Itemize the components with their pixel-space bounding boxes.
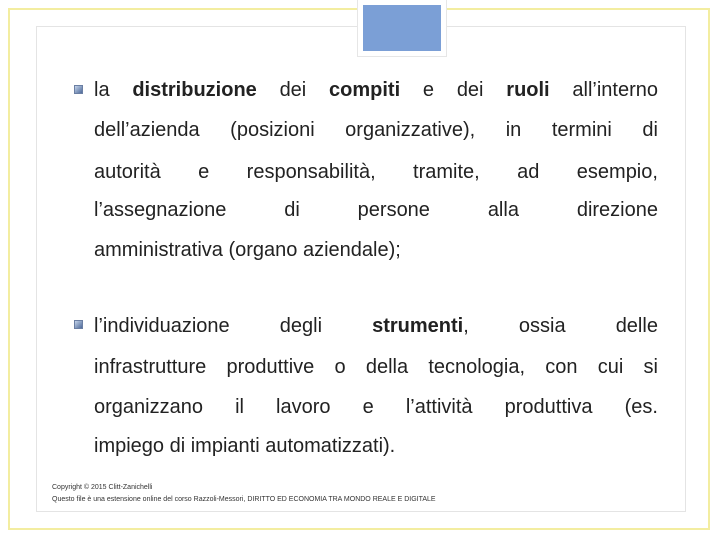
word: responsabilità, bbox=[246, 161, 376, 183]
word-group bbox=[276, 395, 330, 419]
word: e bbox=[422, 79, 435, 101]
word-group bbox=[577, 160, 658, 184]
word-group bbox=[506, 118, 522, 142]
word-group bbox=[335, 355, 346, 379]
word: ruoli bbox=[506, 79, 550, 101]
word-group bbox=[598, 355, 624, 379]
word-group bbox=[616, 314, 658, 338]
word-group bbox=[94, 355, 206, 379]
word: distribuzione bbox=[132, 79, 257, 101]
word: ossia bbox=[518, 315, 566, 337]
word: ad bbox=[517, 161, 540, 183]
word: alla bbox=[487, 199, 519, 221]
word-group bbox=[235, 395, 244, 419]
word-group bbox=[423, 78, 434, 102]
bullet-2-line bbox=[94, 355, 658, 379]
bullet-1-line bbox=[94, 238, 658, 262]
word: cui bbox=[597, 356, 624, 378]
word: il bbox=[235, 396, 244, 418]
bullet-1-line bbox=[94, 160, 658, 184]
bullet-square-icon bbox=[74, 320, 83, 329]
word-group bbox=[363, 395, 374, 419]
word-group bbox=[230, 118, 314, 142]
word-group bbox=[94, 395, 203, 419]
word: dell’azienda bbox=[94, 119, 200, 141]
word: esempio, bbox=[576, 161, 658, 183]
word-group bbox=[517, 160, 539, 184]
word: termini bbox=[551, 119, 612, 141]
word-group bbox=[366, 355, 408, 379]
word: lavoro bbox=[276, 396, 331, 418]
bullet-1-line bbox=[94, 78, 658, 102]
word-group bbox=[577, 198, 658, 222]
word: infrastrutture bbox=[94, 356, 207, 378]
word: o bbox=[334, 356, 346, 378]
word-group bbox=[280, 78, 307, 102]
word-group bbox=[625, 395, 658, 419]
word: di bbox=[284, 199, 300, 221]
word-group bbox=[345, 118, 475, 142]
word-group bbox=[519, 314, 566, 338]
word-group bbox=[488, 198, 519, 222]
word: organizzative), bbox=[345, 119, 476, 141]
word: strumenti bbox=[372, 315, 464, 337]
word-group bbox=[94, 238, 401, 262]
copyright-text: Copyright © 2015 Clitt-Zanichelli bbox=[52, 484, 153, 491]
word: e bbox=[198, 161, 210, 183]
word: impiego di impianti automatizzati). bbox=[94, 435, 396, 457]
word: la bbox=[94, 79, 110, 101]
word-group bbox=[372, 314, 469, 338]
word-group bbox=[94, 160, 161, 184]
word: in bbox=[505, 119, 522, 141]
word: si bbox=[643, 356, 658, 378]
word: (posizioni bbox=[230, 119, 315, 141]
word: con bbox=[545, 356, 578, 378]
word-group bbox=[198, 160, 209, 184]
word: della bbox=[365, 356, 409, 378]
word-group bbox=[94, 198, 226, 222]
word-group bbox=[94, 434, 395, 458]
word-group bbox=[280, 314, 322, 338]
word: dei bbox=[279, 79, 307, 101]
word-group bbox=[94, 118, 200, 142]
word: l’attività bbox=[405, 396, 473, 418]
word-group bbox=[552, 118, 612, 142]
bullet-1-line bbox=[94, 198, 658, 222]
word: direzione bbox=[576, 199, 658, 221]
word: amministrativa (organo aziendale); bbox=[94, 239, 401, 261]
word: (es. bbox=[624, 396, 658, 418]
bullet-1-line bbox=[94, 118, 658, 142]
word-group bbox=[329, 78, 400, 102]
word: l’individuazione bbox=[94, 315, 230, 337]
word-group bbox=[428, 355, 525, 379]
word-group bbox=[572, 78, 658, 102]
word-group bbox=[505, 395, 593, 419]
word-group bbox=[94, 314, 230, 338]
bullet-2-line bbox=[94, 314, 658, 338]
word: compiti bbox=[329, 79, 401, 101]
word-group bbox=[545, 355, 577, 379]
word: e bbox=[362, 396, 374, 418]
word-group bbox=[94, 78, 110, 102]
word: tecnologia, bbox=[428, 356, 526, 378]
word: delle bbox=[615, 315, 658, 337]
word-group bbox=[642, 118, 658, 142]
word: degli bbox=[279, 315, 323, 337]
bullet-2-line bbox=[94, 434, 658, 458]
word: persone bbox=[357, 199, 430, 221]
word: organizzano bbox=[94, 396, 203, 418]
word-group bbox=[413, 160, 480, 184]
word: produttive bbox=[226, 356, 315, 378]
word-group bbox=[358, 198, 430, 222]
bullet-square-icon bbox=[74, 85, 83, 94]
word-group bbox=[506, 78, 549, 102]
word-group bbox=[457, 78, 484, 102]
word-group bbox=[247, 160, 376, 184]
word: autorità bbox=[94, 161, 161, 183]
bullet-2-line bbox=[94, 395, 658, 419]
word-group bbox=[132, 78, 256, 102]
word: tramite, bbox=[413, 161, 480, 183]
word: di bbox=[642, 119, 658, 141]
course-notice-text: Questo file è una estensione online del corso Razzoli-Messori, DIRITTO ED ECONOMIA TRA MONDO REALE E DIGITALE bbox=[52, 496, 436, 503]
word-group bbox=[644, 355, 658, 379]
word: l’assegnazione bbox=[94, 199, 227, 221]
word: , bbox=[463, 315, 469, 337]
word: dei bbox=[456, 79, 484, 101]
decorative-blue-tab bbox=[358, 0, 446, 56]
word-group bbox=[284, 198, 300, 222]
word: all’interno bbox=[572, 79, 658, 101]
word-group bbox=[406, 395, 473, 419]
word: produttiva bbox=[504, 396, 593, 418]
word-group bbox=[226, 355, 314, 379]
